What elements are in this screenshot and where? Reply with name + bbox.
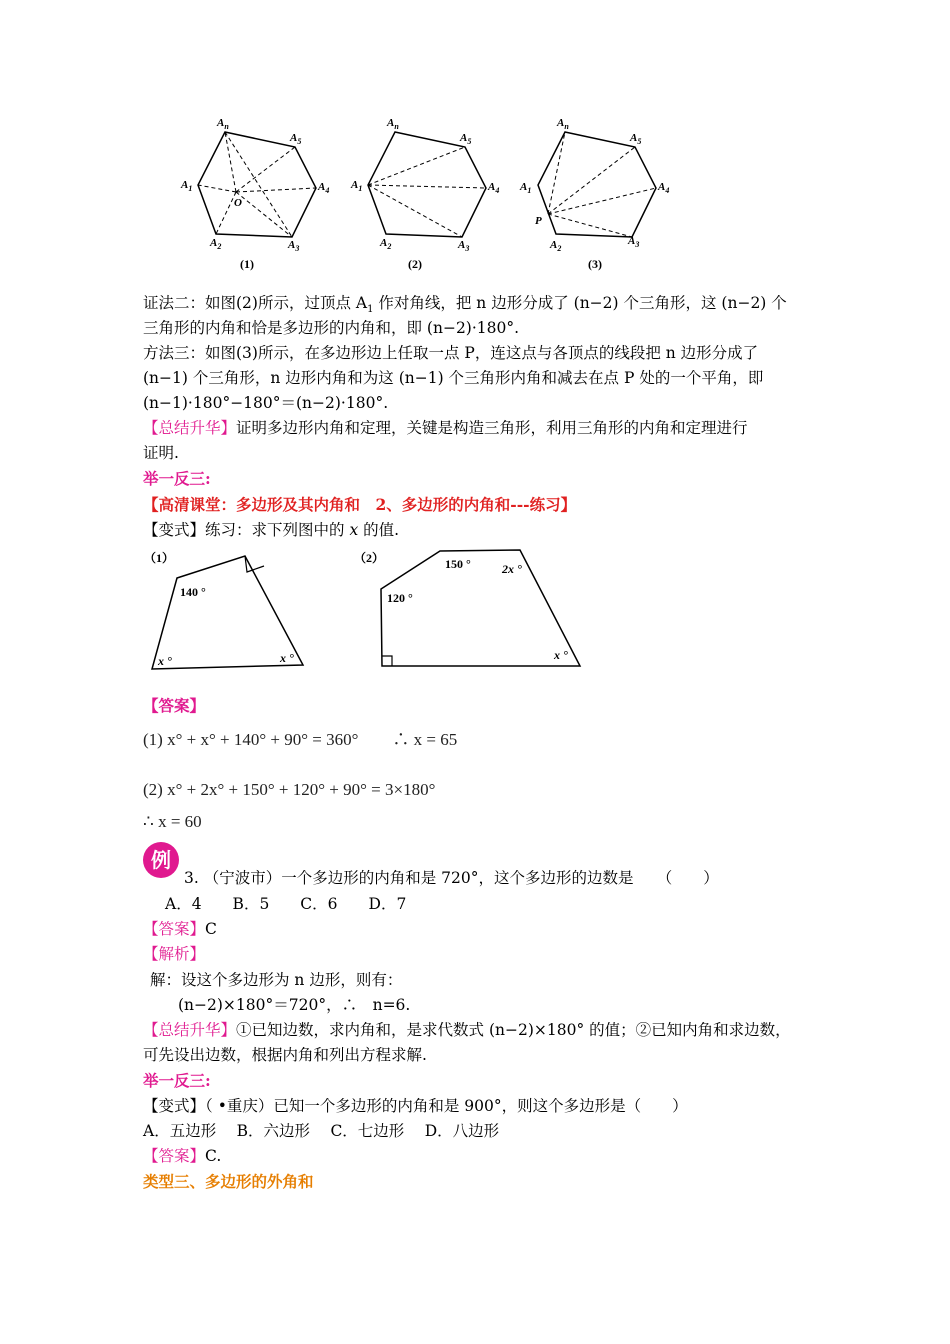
svg-text:A4: $A_4$ xyxy=(658,181,670,195)
example-badge-icon: 例 xyxy=(143,842,179,878)
equation-2: (2) x° + 2x° + 150° + 120° + 90° = 3×180° xyxy=(143,780,436,799)
summary1-line2: 证明. xyxy=(143,444,179,462)
variant2: 【变式】（ •重庆）已知一个多边形的内角和是 900°，则这个多边形是（ ） xyxy=(143,1097,688,1115)
svg-text:A1: $A_1$ xyxy=(351,179,363,193)
svg-text:A4: $A_4$ xyxy=(488,181,500,195)
course-link: 【高清课堂：多边形及其内角和 2、多边形的内角和---练习】 xyxy=(143,495,577,514)
answer-3: 【答案】C. xyxy=(143,1147,222,1165)
equation-3: ∴ x = 60 xyxy=(143,812,202,831)
proof2-line1: 证法二：如图(2)所示，过顶点 $A_1$ 作对角线，把 n 边形分成了 (n−2) 个三角形，这 (n−2) 个 xyxy=(143,294,787,316)
summary2-line1: 【总结升华】①已知边数，求内角和，是求代数式 (n−2)×180° 的值；②已知内角和求边数， xyxy=(143,1021,791,1039)
hexagon-figure-3 xyxy=(519,117,669,271)
summary-tag: 【总结升华】 xyxy=(143,419,237,437)
svg-text:A1: $A_1$ xyxy=(181,179,193,193)
svg-text:A4: $A_4$ xyxy=(318,181,330,195)
question-3-options: A．4 B．5 C．6 D．7 xyxy=(165,895,407,913)
quad1-x-left: x ° xyxy=(158,654,172,668)
proof3-line2: (n−1) 个三角形，n 边形内角和为这 (n−1) 个三角形内角和减去在点 P 处的一个平角，即 xyxy=(143,369,764,387)
solution-line1: 解：设这个多边形为 n 边形，则有： xyxy=(150,971,403,989)
answer-2: 【答案】C xyxy=(143,920,217,938)
quad1-angle-140: 140 ° xyxy=(180,585,206,599)
svg-text:A5: $A_5$ xyxy=(630,132,642,146)
svg-text:An: $A_n$ xyxy=(387,117,399,131)
svg-text:A1: $A_1$ xyxy=(520,181,532,195)
svg-text:A3: $A_3$ xyxy=(458,239,470,253)
analysis-tag: 【解析】 xyxy=(143,945,206,963)
caption-2: (2) xyxy=(408,257,422,271)
quad2-x: x ° xyxy=(554,648,568,662)
quad-figures xyxy=(140,540,600,675)
quad2-angle-120: 120 ° xyxy=(387,591,413,605)
svg-text:A5: $A_5$ xyxy=(460,132,472,146)
juyi-heading-1: 举一反三: xyxy=(143,469,211,488)
answer-tag-1: 【答案】 xyxy=(143,696,206,715)
svg-text:A2: $A_2$ xyxy=(550,239,562,253)
summary1-line1: 【总结升华】证明多边形内角和定理，关键是构造三角形，利用三角形的内角和定理进行 xyxy=(143,419,748,437)
svg-text:A3: $A_3$ xyxy=(288,239,300,253)
quad1-x-right: x ° xyxy=(280,651,294,665)
quad2-angle-150: 150 ° xyxy=(445,557,471,571)
proof3-line1: 方法三：如图(3)所示，在多边形边上任取一点 P，连这点与各顶点的线段把 n 边形分成了 xyxy=(143,344,759,362)
summary2-line2: 可先设出边数，根据内角和列出方程求解. xyxy=(143,1046,427,1064)
equation-1: (1) x° + x° + 140° + 90° = 360° ∴ x = 65 xyxy=(143,730,458,749)
question-3: 3. （宁波市）一个多边形的内角和是 720°，这个多边形的边数是 （ ） xyxy=(184,869,719,887)
quad-fig2-label: （2） xyxy=(354,551,385,565)
quad2-angle-2x: 2x ° xyxy=(502,562,522,576)
hexagon-figure-2 xyxy=(350,117,499,271)
svg-text:A5: $A_5$ xyxy=(290,132,302,146)
svg-text:An: $A_n$ xyxy=(217,117,229,131)
svg-text:A2: $A_2$ xyxy=(210,237,222,251)
caption-1: (1) xyxy=(240,257,254,271)
caption-3: (3) xyxy=(588,257,602,271)
hexagon-figures xyxy=(170,110,690,280)
section-title: 类型三、多边形的外角和 xyxy=(143,1172,314,1191)
hexagon-figure-1 xyxy=(180,117,329,271)
solution-line2: (n−2)×180°＝720°，∴ n=6. xyxy=(178,996,411,1014)
svg-text:A3: $A_3$ xyxy=(628,235,640,249)
svg-text:A2: $A_2$ xyxy=(380,237,392,251)
proof3-line3: (n−1)·180°−180°＝(n−2)·180°. xyxy=(143,394,389,412)
variant2-options: A．五边形 B．六边形 C．七边形 D．八边形 xyxy=(143,1122,500,1140)
quad-fig1-label: （1） xyxy=(144,551,175,565)
point-label-p: P xyxy=(535,215,542,227)
center-label-o: O xyxy=(234,197,242,209)
svg-text:An: $A_n$ xyxy=(557,117,569,131)
juyi-heading-2: 举一反三: xyxy=(143,1071,211,1090)
proof2-line2: 三角形的内角和恰是多边形的内角和，即 (n−2)·180°. xyxy=(143,319,520,337)
variant1: 【变式】练习：求下列图中的 x 的值. xyxy=(143,521,400,539)
